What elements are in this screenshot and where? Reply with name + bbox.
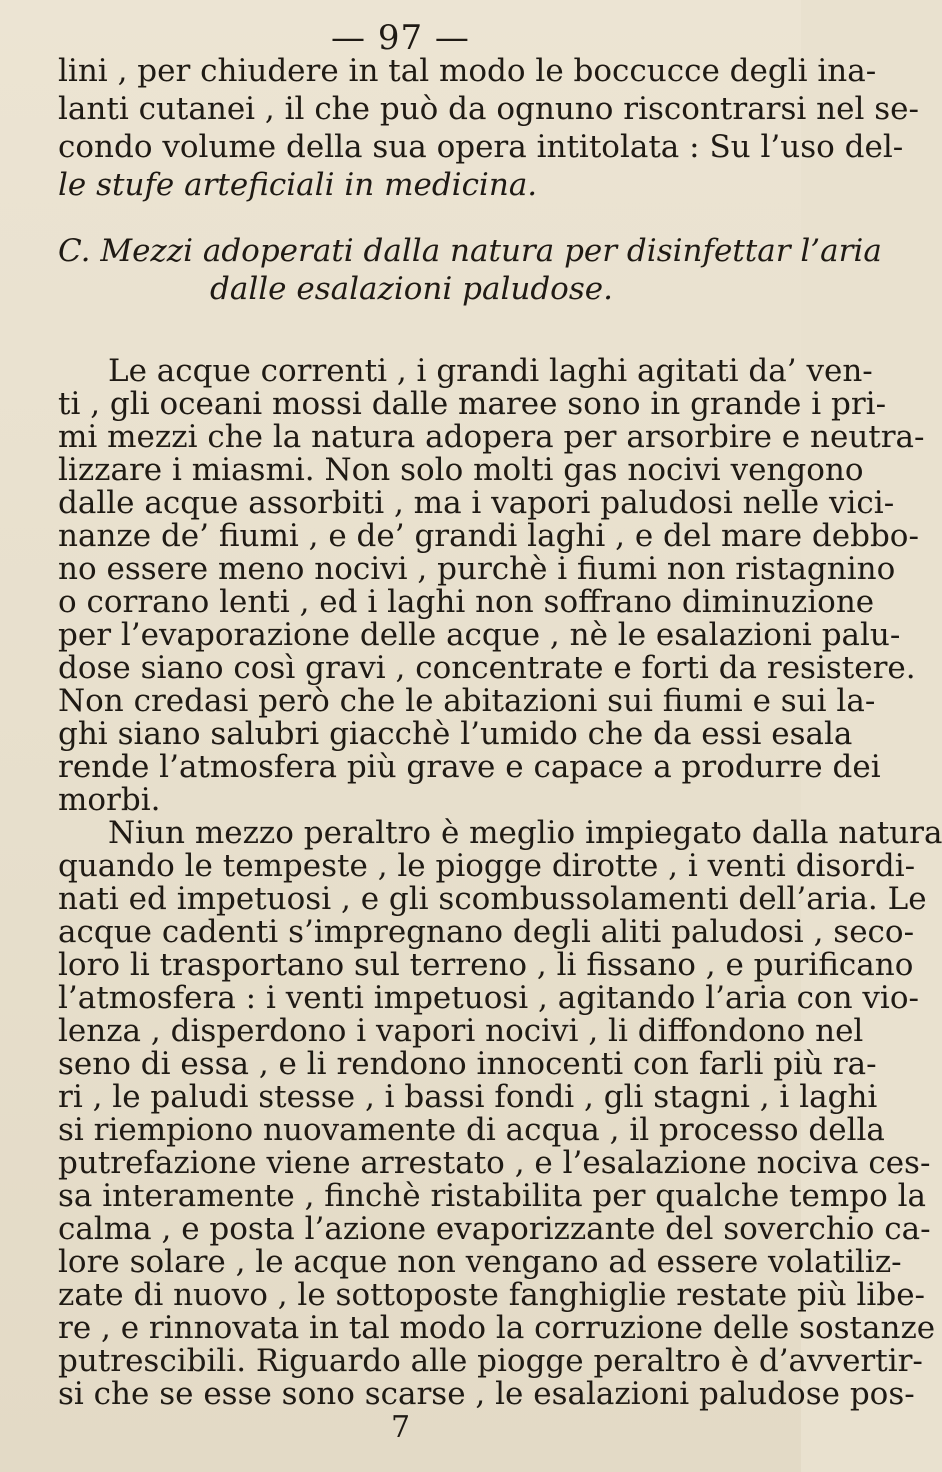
text-line: quando le tempeste , le piogge dirotte , i venti disordi- [58,848,916,884]
text-line: lore solare , le acque non vengano ad essere volatiliz- [58,1244,902,1280]
text-line: o corrano lenti , ed i laghi non soffrano diminuzione [58,584,875,620]
text-line: calma , e posta l’azione evaporizzante del soverchio ca- [58,1211,931,1247]
text-line: Le acque correnti , i grandi laghi agitati da’ ven- [108,353,873,389]
section-heading-line-2: dalle esalazioni paludose. [210,271,613,307]
signature-mark: 7 [390,1410,411,1445]
text-line: si riempiono nuovamente di acqua , il processo della [58,1112,885,1148]
text-line: lenza , disperdono i vapori nocivi , li diffondono nel [58,1013,864,1049]
text-line: acque cadenti s’impregnano degli aliti paludosi , seco- [58,914,915,950]
section-heading-line-1: C. Mezzi adoperati dalla natura per disinfettar l’aria [58,233,882,269]
text-line: Non credasi però che le abitazioni sui fiumi e sui la- [58,683,876,719]
text-line: dalle acque assorbiti , ma i vapori paludosi nelle vici- [58,485,895,521]
text-line: mi mezzi che la natura adopera per arsorbire e neutra- [58,419,925,455]
text-line: Niun mezzo peraltro è meglio impiegato dalla natura [108,815,942,851]
text-line: loro li trasportano sul terreno , li fissano , e purificano [58,947,914,983]
text-line: l’atmosfera : i venti impetuosi , agitando l’aria con vio- [58,980,919,1016]
text-line: lini , per chiudere in tal modo le boccucce degli ina- [58,53,877,89]
text-line: nati ed impetuosi , e gli scombussolamenti dell’aria. Le [58,881,927,917]
text-line: lanti cutanei , il che può da ognuno riscontrarsi nel se- [58,91,919,127]
text-line: rende l’atmosfera più grave e capace a produrre dei [58,749,881,785]
text-line: putrescibili. Riguardo alle piogge peraltro è d’avvertir- [58,1343,923,1379]
text-line: condo volume della sua opera intitolata : Su l’uso del- [58,129,904,165]
text-line: sa interamente , finchè ristabilita per qualche tempo la [58,1178,926,1214]
text-line: per l’evaporazione delle acque , nè le esalazioni palu- [58,617,901,653]
text-line: zate di nuovo , le sottoposte fanghiglie restate più libe- [58,1277,926,1313]
text-line: si che se esse sono scarse , le esalazioni paludose pos- [58,1376,915,1412]
text-line: ghi siano salubri giacchè l’umido che da essi esala [58,716,853,752]
text-line: dose siano così gravi , concentrate e forti da resistere. [58,650,916,686]
text-line: seno di essa , e li rendono innocenti con farli più ra- [58,1046,877,1082]
text-line: no essere meno nocivi , purchè i fiumi non ristagnino [58,551,896,587]
text-line: le stufe arteficiali in medicina. [58,167,538,203]
page-number-header: — 97 — [331,18,470,58]
text-line: nanze de’ fiumi , e de’ grandi laghi , e del mare debbo- [58,518,919,554]
text-line: putrefazione viene arrestato , e l’esalazione nociva ces- [58,1145,931,1181]
text-line: ti , gli oceani mossi dalle maree sono in grande i pri- [58,386,887,422]
text-line: morbi. [58,782,161,818]
text-line: re , e rinnovata in tal modo la corruzione delle sostanze [58,1310,936,1346]
text-line: lizzare i miasmi. Non solo molti gas nocivi vengono [58,452,864,488]
text-line: ri , le paludi stesse , i bassi fondi , gli stagni , i laghi [58,1079,878,1115]
